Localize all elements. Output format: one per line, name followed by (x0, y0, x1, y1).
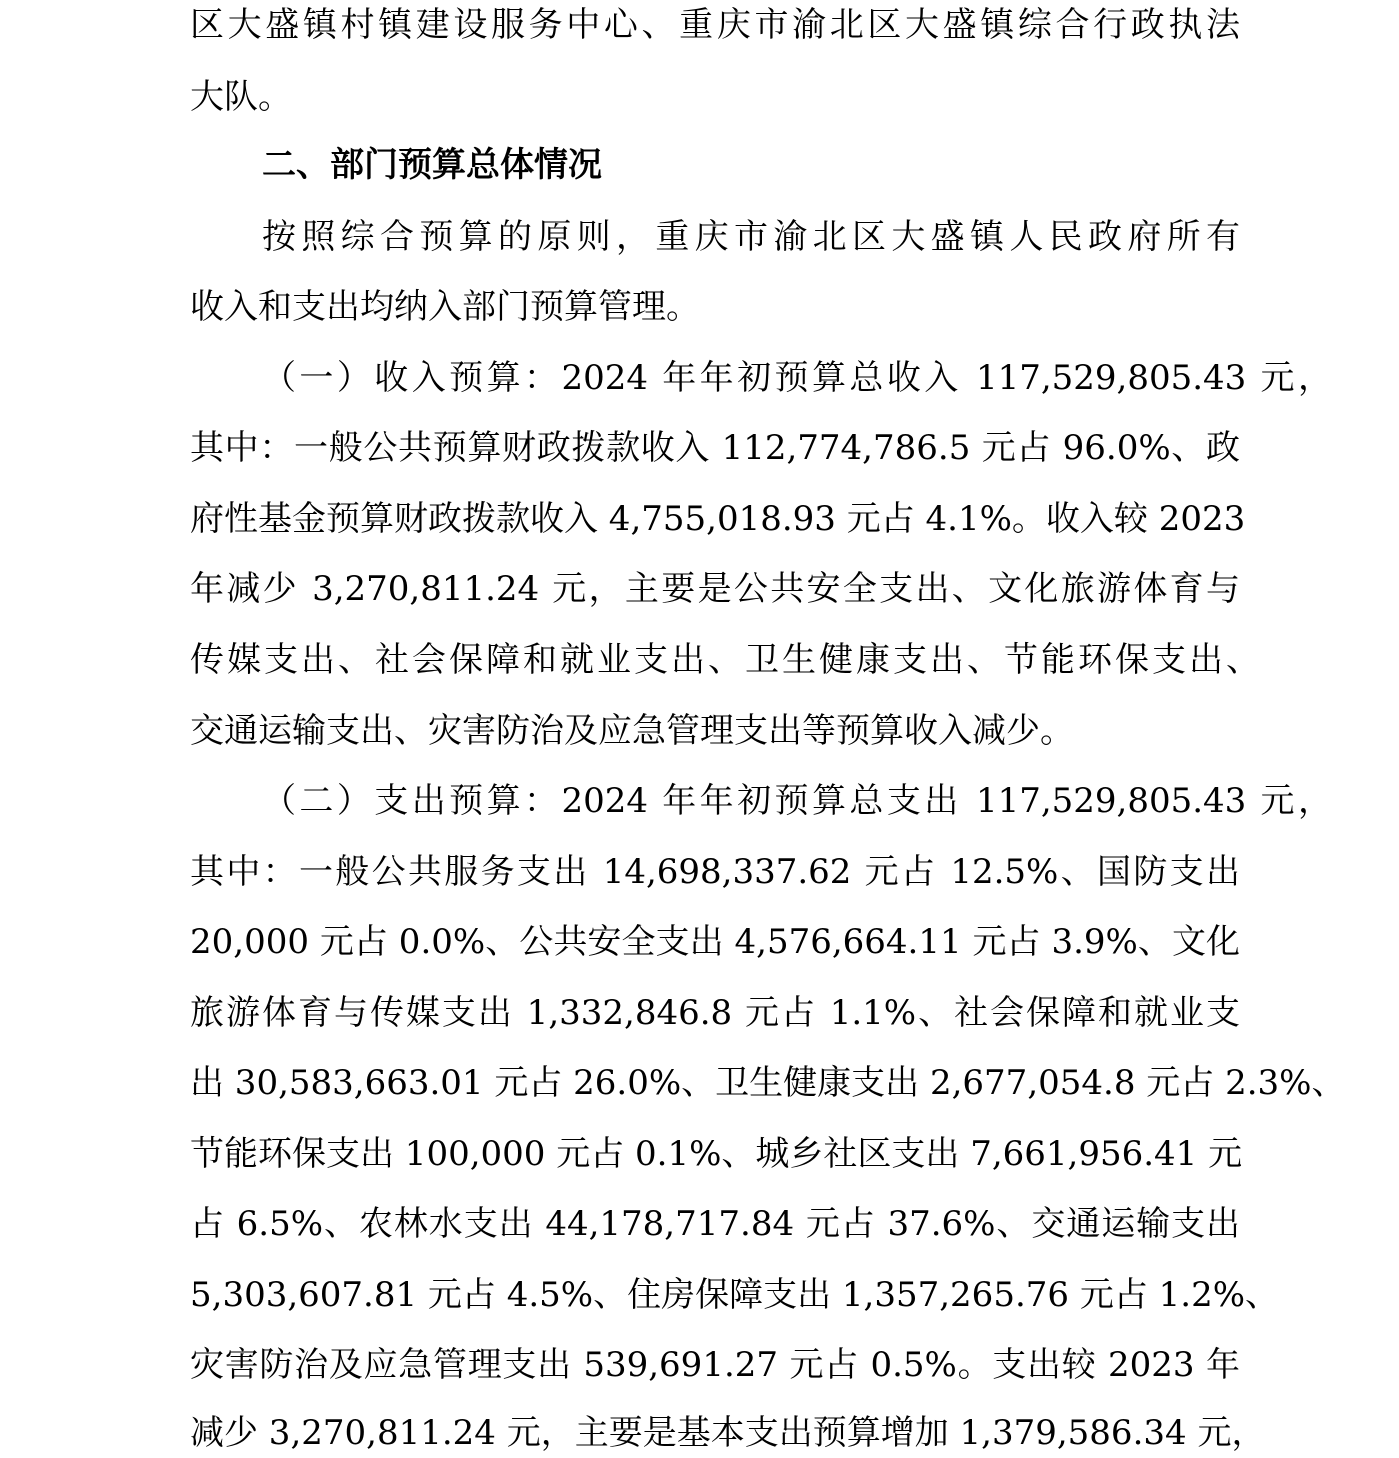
text-line: 交通运输支出、灾害防治及应急管理支出等预算收入减少。 (190, 711, 1074, 751)
text-line: 占 6.5%、农林水支出 44,178,717.84 元占 37.6%、交通运输支出 (190, 1204, 1240, 1244)
subsection-income-line: （一）收入预算：2024 年年初预算总收入 117,529,805.43 元， (262, 358, 1332, 398)
text-line: 节能环保支出 100,000 元占 0.1%、城乡社区支出 7,661,956.41 元 (190, 1134, 1243, 1174)
text-line: 其中：一般公共服务支出 14,698,337.62 元占 12.5%、国防支出 (190, 852, 1240, 892)
text-line: 大队。 (190, 77, 292, 117)
text-line: 年减少 3,270,811.24 元，主要是公共安全支出、文化旅游体育与 (190, 569, 1240, 609)
text-line: 区大盛镇村镇建设服务中心、重庆市渝北区大盛镇综合行政执法 (190, 5, 1240, 45)
text-line: 传媒支出、社会保障和就业支出、卫生健康支出、节能环保支出、 (190, 640, 1260, 680)
text-line: 出 30,583,663.01 元占 26.0%、卫生健康支出 2,677,054.8 元占 2.3%、 (190, 1063, 1346, 1103)
text-line: 旅游体育与传媒支出 1,332,846.8 元占 1.1%、社会保障和就业支 (190, 993, 1240, 1033)
section-heading: 二、部门预算总体情况 (262, 145, 602, 185)
text-line: 府性基金预算财政拨款收入 4,755,018.93 元占 4.1%。收入较 2023 (190, 499, 1246, 539)
subsection-expense-line: （二）支出预算：2024 年年初预算总支出 117,529,805.43 元， (262, 781, 1332, 821)
text-line: 5,303,607.81 元占 4.5%、住房保障支出 1,357,265.76 元占 1.2%、 (190, 1275, 1280, 1315)
text-line: 其中：一般公共预算财政拨款收入 112,774,786.5 元占 96.0%、政 (190, 428, 1240, 468)
text-line: 按照综合预算的原则，重庆市渝北区大盛镇人民政府所有 (262, 217, 1240, 257)
text-line: 收入和支出均纳入部门预算管理。 (190, 287, 700, 327)
text-line: 灾害防治及应急管理支出 539,691.27 元占 0.5%。支出较 2023 年 (190, 1345, 1240, 1385)
text-line: 减少 3,270,811.24 元，主要是基本支出预算增加 1,379,586.34 元， (190, 1413, 1266, 1453)
text-line: 20,000 元占 0.0%、公共安全支出 4,576,664.11 元占 3.9%、文化 (190, 922, 1240, 962)
